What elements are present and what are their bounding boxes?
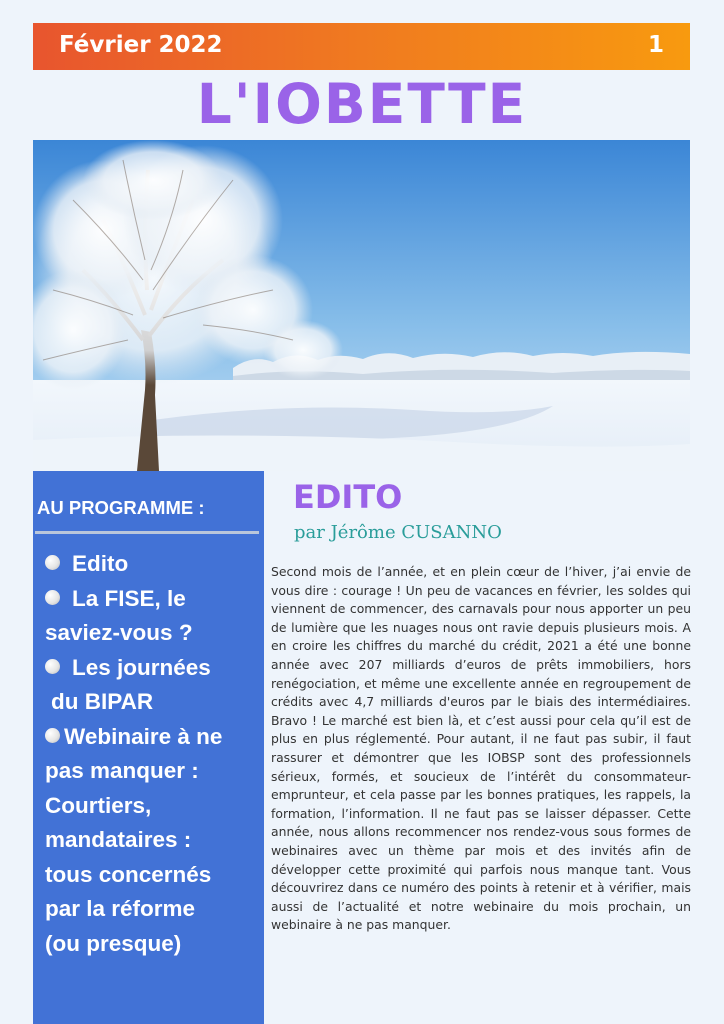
- bullet-icon: [45, 659, 60, 674]
- program-item-label: mandataires :: [45, 827, 192, 852]
- program-item-label: par la réforme: [45, 896, 196, 921]
- program-item-label: du BIPAR: [51, 689, 154, 714]
- page-number: 1: [647, 32, 664, 58]
- edito-byline: par Jérôme CUSANNO: [294, 522, 502, 543]
- hero-image: [33, 140, 690, 471]
- edito-heading: EDITO: [293, 478, 403, 516]
- program-item-label: saviez-vous ?: [45, 620, 193, 645]
- program-item-label: La FISE, le: [72, 585, 186, 611]
- newsletter-title: L'IOBETTE: [196, 72, 528, 136]
- program-item-label: Edito: [72, 551, 129, 576]
- program-item-label: Webinaire à ne: [64, 723, 223, 749]
- program-item-edito: [45, 547, 263, 582]
- program-list: [45, 547, 263, 961]
- program-title: AU PROGRAMME :: [37, 497, 205, 518]
- program-item-webinaire: [45, 720, 263, 962]
- program-item-fise: [45, 582, 263, 651]
- program-item-label: Courtiers,: [45, 792, 152, 818]
- bullet-icon: [45, 555, 60, 570]
- bullet-icon: [45, 728, 60, 743]
- issue-date: Février 2022: [59, 32, 223, 58]
- bullet-icon: [45, 590, 60, 605]
- program-item-label: (ou presque): [45, 930, 182, 956]
- program-item-label: pas manquer :: [45, 758, 199, 783]
- program-item-label: Les journées: [72, 654, 211, 680]
- program-item-label: tous concernés: [45, 861, 212, 887]
- edito-body: Second mois de l’année, et en plein cœur de l’hiver, j’ai envie de vous dire : courage ! Un peu de vacances en février, les soldes qui viennent de commencer, des carnavals pour nous apporter un peu de lumière que les nuages nous ont ravie depuis plusieurs mois. A en croire les chiffres du marché du crédit, 2021 a été une bonne année avec 207 milliards d’euros de prêts immobiliers, hors renégociation, et même une excellente année en regroupement de crédits avec 4,7 milliards d'euros par le biais des intermédiaires. Bravo ! Le marché est bien là, et c’est aussi pour cela qu’il est de plus en plus réglementé. Pour autant, il ne faut pas subir, il faut rassurer et démontrer que les IOBSP sont des professionnels sérieux, formés, et soucieux de l’intérêt du consommateur-emprunteur, et cela passe par les bonnes pratiques, les rappels, la formation, l’information. Il ne faut pas se laisser dépasser. Cette année, nous allons recommencer nos rendez-vous sous formes de webinaires avec un thème par mois et des invités afin de développer cette proximité qui parfois nous manque tant. Vous découvrirez dans ce numéro des points à retenir et à vérifier, mais aussi de l’actualité et notre webinaire du mois prochain, un webinaire à ne pas manquer.: [271, 564, 691, 933]
- program-sidebar: [33, 471, 264, 1024]
- header-bar: [33, 23, 690, 70]
- program-item-bipar: [45, 651, 263, 720]
- program-divider: [35, 531, 259, 534]
